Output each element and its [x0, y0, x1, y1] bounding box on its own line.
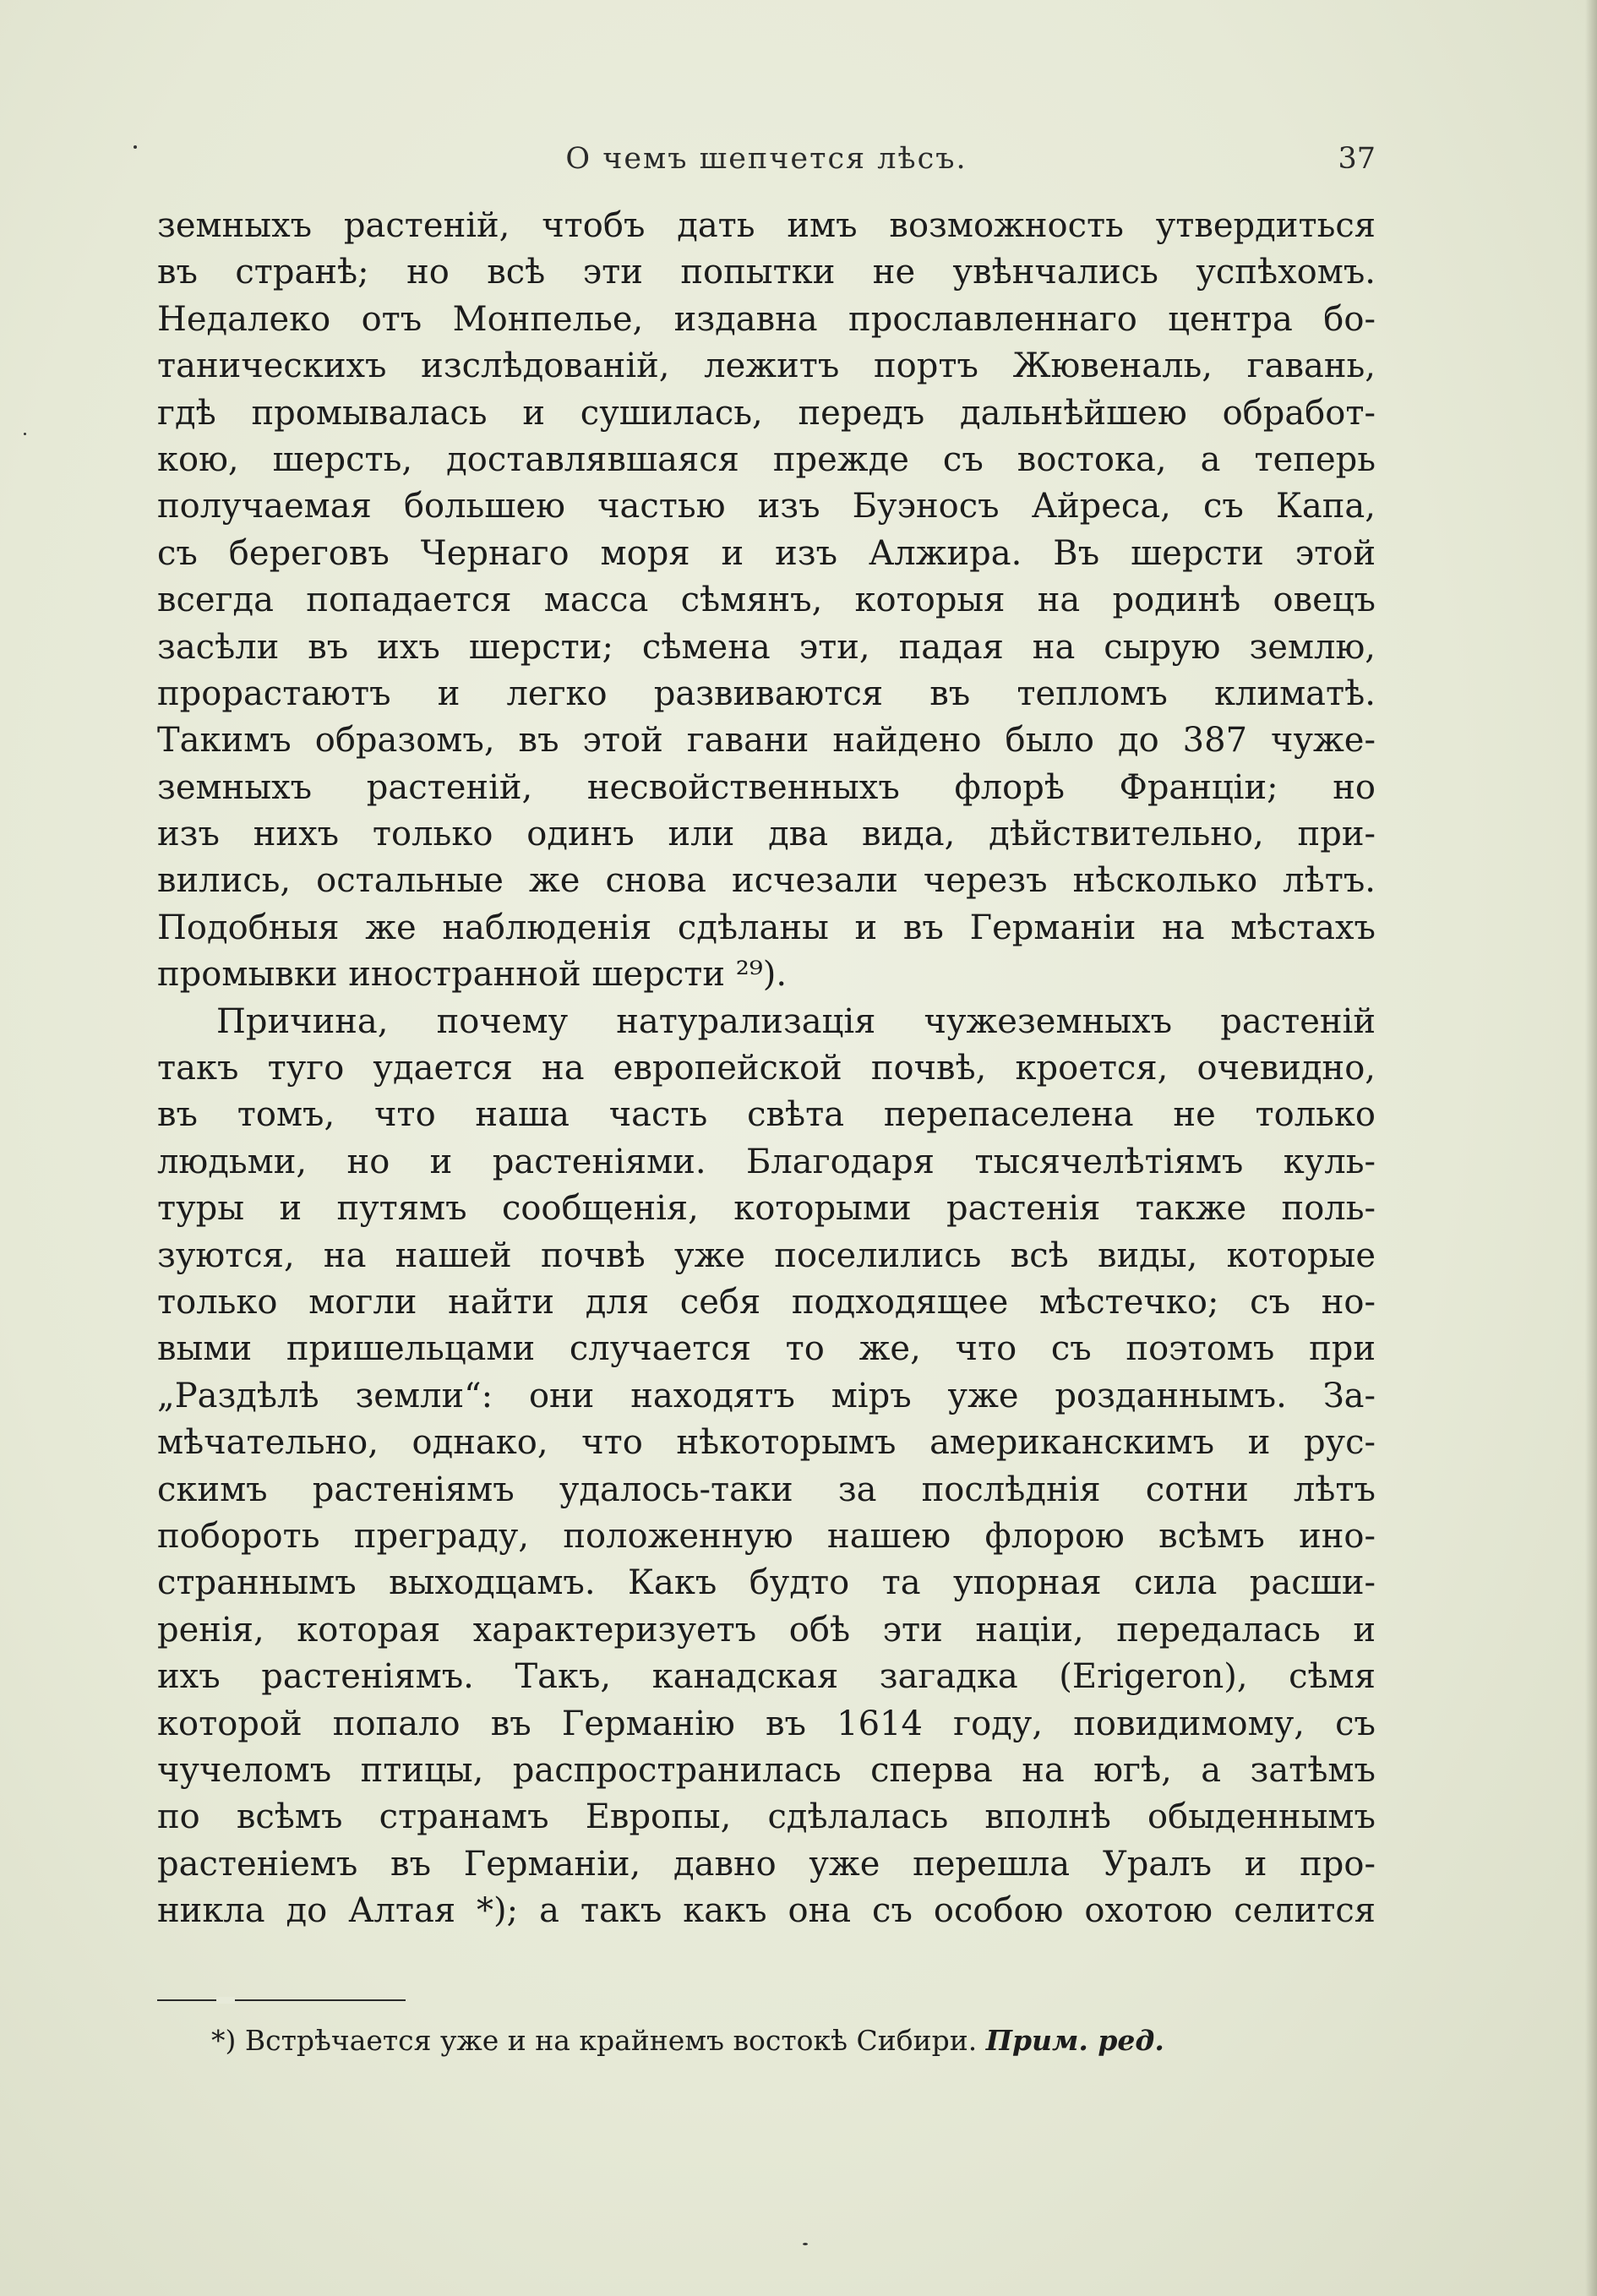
text-line: всегда попадается масса сѣмянъ, которыя на родинѣ овецъ: [157, 581, 1376, 620]
footnote: [211, 2024, 1164, 2057]
text-line: съ береговъ Чернаго моря и изъ Алжира. Въ шерсти этой: [157, 533, 1376, 573]
footnote-rule: [157, 1999, 406, 2001]
text-line: ренія, которая характеризуетъ обѣ эти націи, передалась и: [157, 1610, 1376, 1650]
text-line: земныхъ растеній, чтобъ дать имъ возможность утвердиться: [157, 206, 1376, 245]
text-line: въ странѣ; но всѣ эти попытки не увѣнчались успѣхомъ.: [157, 253, 1376, 292]
text-line: изъ нихъ только одинъ или два вида, дѣйствительно, при-: [157, 815, 1376, 854]
text-line: кою, шерсть, доставлявшаяся прежде съ востока, а теперь: [157, 439, 1376, 479]
text-line: мѣчательно, однако, что нѣкоторымъ американскимъ и рус-: [157, 1423, 1376, 1463]
text-line: земныхъ растеній, несвойственныхъ флорѣ Франціи; но: [157, 767, 1376, 807]
body-text: [157, 203, 1376, 1934]
text-line: растеніемъ въ Германіи, давно уже перешла Уралъ и про-: [157, 1844, 1376, 1884]
text-line: побороть преграду, положенную нашею флорою всѣмъ ино-: [157, 1516, 1376, 1556]
page-number: 37: [1338, 142, 1376, 176]
print-speck: [803, 2243, 808, 2245]
text-line: засѣли въ ихъ шерсти; сѣмена эти, падая на сырую землю,: [157, 627, 1376, 667]
text-line: страннымъ выходцамъ. Какъ будто та упорная сила расши-: [157, 1563, 1376, 1603]
text-line: Такимъ образомъ, въ этой гавани найдено было до 387 чуже-: [157, 721, 1376, 761]
text-line: никла до Алтая *); а такъ какъ она съ особою охотою селится: [157, 1891, 1376, 1931]
text-line: таническихъ изслѣдованій, лежитъ портъ Жювеналь, гавань,: [157, 346, 1376, 386]
text-line: ихъ растеніямъ. Такъ, канадская загадка (Erigeron), сѣмя: [157, 1657, 1376, 1697]
text-line: выми пришельцами случается то же, что съ поэтомъ при: [157, 1329, 1376, 1369]
text-line: „Раздѣлѣ земли“: они находятъ міръ уже розданнымъ. За-: [157, 1376, 1376, 1415]
text-line: которой попало въ Германію въ 1614 году, повидимому, съ: [157, 1704, 1376, 1743]
text-line: чучеломъ птицы, распространилась сперва на югѣ, а затѣмъ: [157, 1750, 1376, 1790]
footnote-rule-gap: [216, 1997, 235, 2004]
print-speck: [24, 433, 26, 435]
text-line: гдѣ промывалась и сушилась, передъ дальнѣйшею обработ-: [157, 393, 1376, 433]
text-line: туры и путямъ сообщенія, которыми растенія также поль-: [157, 1189, 1376, 1229]
paragraph-end-line: промывки иностранной шерсти ²⁹).: [157, 955, 788, 995]
text-line: только могли найти для себя подходящее мѣстечко; съ но-: [157, 1282, 1376, 1322]
print-speck: [134, 145, 137, 149]
page-header: [157, 142, 1376, 184]
text-line: вились, остальные же снова исчезали черезъ нѣсколько лѣтъ.: [157, 861, 1376, 901]
editor-note: Прим. ред.: [985, 2024, 1164, 2057]
text-line: Подобныя же наблюденія сдѣланы и въ Германіи на мѣстахъ: [157, 908, 1376, 947]
text-line: скимъ растеніямъ удалось-таки за послѣднія сотни лѣтъ: [157, 1470, 1376, 1509]
text-line: въ томъ, что наша часть свѣта перепаселена не только: [157, 1095, 1376, 1135]
page-edge-shadow: [1585, 0, 1597, 2296]
running-title: О чемъ шепчется лѣсъ.: [565, 142, 967, 176]
footnote-text: *) Встрѣчается уже и на крайнемъ востокѣ Сибири.: [211, 2024, 978, 2057]
text-line: зуются, на нашей почвѣ уже поселились всѣ виды, которые: [157, 1235, 1376, 1275]
text-line: по всѣмъ странамъ Европы, сдѣлалась вполнѣ обыденнымъ: [157, 1797, 1376, 1837]
text-line: прорастаютъ и легко развиваются въ тепломъ климатѣ.: [157, 674, 1376, 713]
text-line: такъ туго удается на европейской почвѣ, кроется, очевидно,: [157, 1049, 1376, 1088]
text-line: получаемая большею частью изъ Буэносъ Айреса, съ Капа,: [157, 487, 1376, 526]
text-line: Недалеко отъ Монпелье, издавна прославленнаго центра бо-: [157, 299, 1376, 339]
text-line: людьми, но и растеніями. Благодаря тысячелѣтіямъ куль-: [157, 1142, 1376, 1181]
paragraph-start-line: Причина, почему натурализація чужеземныхъ растеній: [216, 1001, 1376, 1041]
